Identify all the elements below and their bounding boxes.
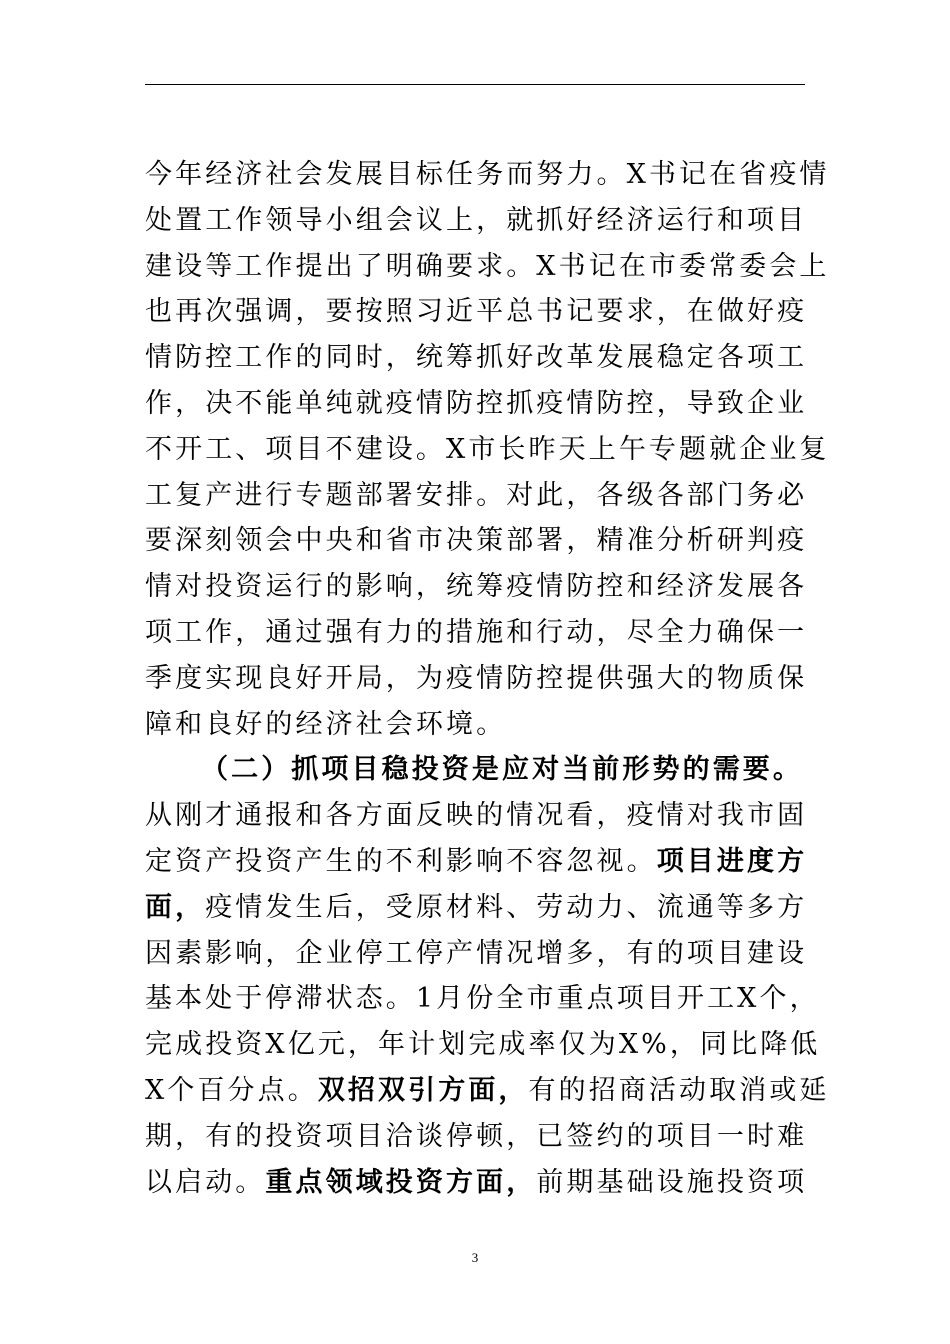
text-line: 情对投资运行的影响，统筹疫情防控和经济发展各	[145, 571, 808, 603]
text-line: 建设等工作提出了明确要求。X书记在市委常委会上	[145, 250, 830, 282]
text-line: 不开工、项目不建设。X市长昨天上午专题就企业复	[145, 433, 830, 465]
text-line: 也再次强调，要按照习近平总书记要求，在做好疫	[145, 296, 808, 328]
text-line: 定资产投资产生的不利影响不容忽视。项目进度方	[145, 845, 808, 877]
text-line: 面，疫情发生后，受原材料、劳动力、流通等多方	[145, 891, 808, 923]
text-line: 以启动。重点领域投资方面，前期基础设施投资项	[145, 1166, 808, 1198]
text-line: 要深刻领会中央和省市决策部署，精准分析研判疫	[145, 525, 808, 557]
text-line: 情防控工作的同时，统筹抓好改革发展稳定各项工	[145, 342, 808, 374]
text-line: 季度实现良好开局，为疫情防控提供强大的物质保	[145, 662, 808, 694]
page-number: 3	[471, 1250, 479, 1265]
body-text	[145, 152, 830, 1205]
text-line: 项工作，通过强有力的措施和行动，尽全力确保一	[145, 616, 808, 648]
text-line: 障和良好的经济社会环境。	[145, 708, 507, 740]
text-line: 完成投资X亿元，年计划完成率仅为X%，同比降低	[145, 1029, 821, 1061]
text-line: X个百分点。双招双引方面，有的招商活动取消或延	[145, 1074, 830, 1106]
text-line: 工复产进行专题部署安排。对此，各级各部门务必	[145, 479, 808, 511]
section-heading: （二）抓项目稳投资是应对当前形势的需要。	[201, 754, 803, 786]
text-line: 今年经济社会发展目标任务而努力。X书记在省疫情	[145, 159, 830, 190]
text-line: 基本处于停滞状态。1月份全市重点项目开工X个，	[145, 983, 820, 1015]
text-line: 处置工作领导小组会议上，就抓好经济运行和项目	[145, 204, 808, 236]
header-rule	[145, 84, 805, 85]
text-line: 期，有的投资项目洽谈停顿，已签约的项目一时难	[145, 1120, 808, 1152]
text-line: 因素影响，企业停工停产情况增多，有的项目建设	[145, 937, 808, 969]
text-line: 作，决不能单纯就疫情防控抓疫情防控，导致企业	[145, 387, 808, 419]
text-line: 从刚才通报和各方面反映的情况看，疫情对我市固	[145, 800, 808, 832]
